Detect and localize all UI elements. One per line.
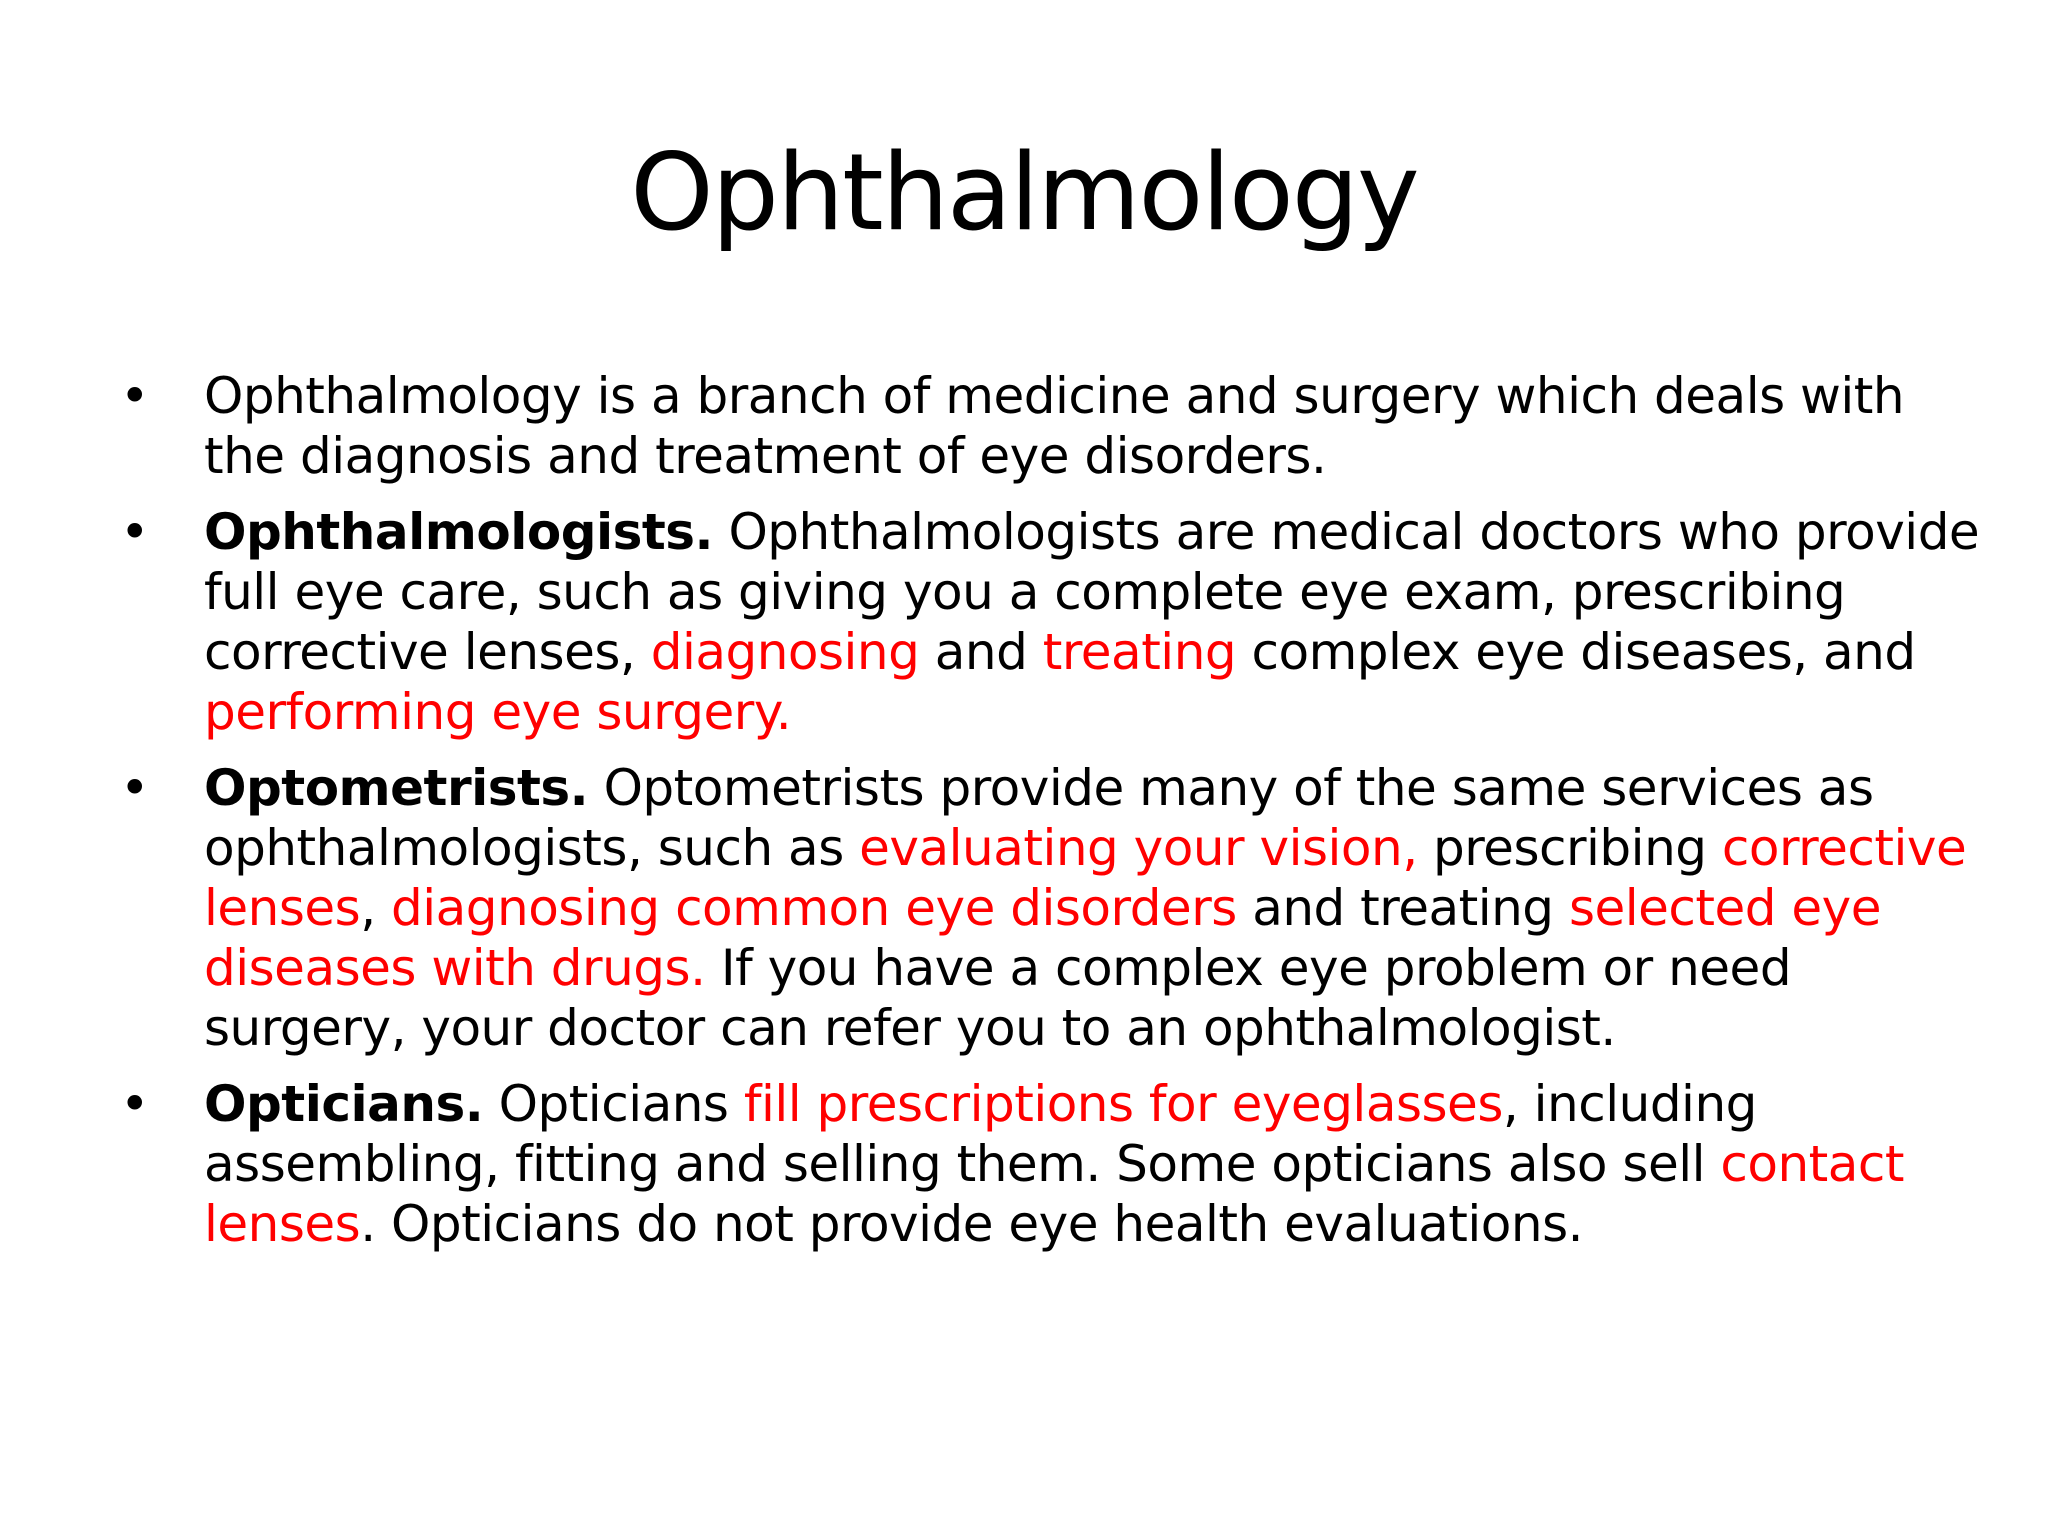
text-segment: Ophthalmologists are medical doctors who provide full eye care, such as giving you a complete eye exam, prescribing corrective lenses, xyxy=(204,503,1980,681)
bullet-text xyxy=(204,1075,1904,1253)
text-segment: , xyxy=(360,879,392,937)
slide-title: Ophthalmology xyxy=(630,131,1418,254)
bullet-icon: • xyxy=(120,367,149,425)
bullet-item xyxy=(120,758,1980,1058)
bullet-icon: • xyxy=(120,503,149,561)
highlight-text: selected eye diseases with drugs. xyxy=(204,879,1882,997)
text-segment: Optometrists provide many of the same services as ophthalmologists, such as xyxy=(204,759,1874,877)
bullet-item xyxy=(120,502,1980,742)
bullet-text xyxy=(204,503,1979,741)
bullet-list xyxy=(120,366,1980,1270)
bullet-text xyxy=(204,367,1904,485)
bullet-icon: • xyxy=(120,1075,149,1133)
text-segment: , including assembling, fitting and selling them. Some opticians also sell xyxy=(204,1075,1757,1193)
text-segment: complex eye diseases, and xyxy=(1236,623,1916,681)
bullet-item xyxy=(120,1074,1980,1254)
highlight-text: fill prescriptions for eyeglasses xyxy=(743,1075,1503,1133)
highlight-text: diagnosing common eye disorders xyxy=(391,879,1237,937)
text-segment: prescribing xyxy=(1417,819,1722,877)
text-segment: and treating xyxy=(1236,879,1569,937)
text-segment: and xyxy=(919,623,1043,681)
bullet-item xyxy=(120,366,1980,486)
bullet-text xyxy=(204,759,1966,1057)
bullet-icon: • xyxy=(120,759,149,817)
highlight-text: corrective lenses xyxy=(204,819,1967,937)
text-segment: If you have a complex eye problem or need surgery, your doctor can refer you to an ophthalmologist. xyxy=(204,939,1792,1057)
text-segment: Ophthalmology is a branch of medicine and surgery which deals with the diagnosis and treatment of eye disorders. xyxy=(204,367,1905,485)
highlight-text: treating xyxy=(1042,623,1237,681)
highlight-text: diagnosing xyxy=(650,623,920,681)
highlight-text: evaluating your vision, xyxy=(859,819,1418,877)
term-opticians: Opticians. xyxy=(204,1075,484,1133)
text-segment: . Opticians do not provide eye health evaluations. xyxy=(360,1195,1584,1253)
term-ophthalmologists: Ophthalmologists. xyxy=(204,503,714,561)
highlight-text: contact lenses xyxy=(204,1135,1905,1253)
term-optometrists: Optometrists. xyxy=(204,759,589,817)
text-segment: Opticians xyxy=(483,1075,744,1133)
highlight-text: performing eye surgery. xyxy=(204,683,792,741)
